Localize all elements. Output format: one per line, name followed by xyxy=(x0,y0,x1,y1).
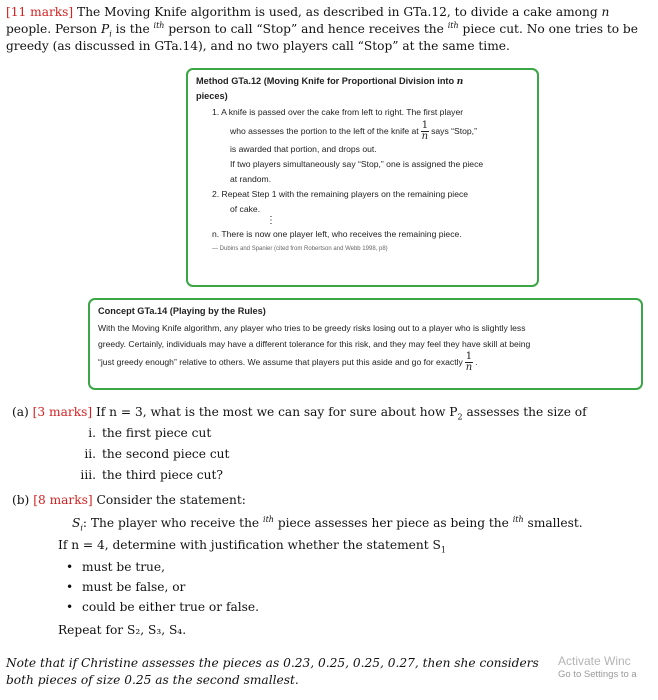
part-b: (b) [8 marks] Consider the statement: $S_i$: The player who receive the $^{ith}$ piece assesses her piece as being the $^{ith}$ smallest. If n = 4, determine with justification whether the statement $S_1$ • must be true, • must be false, or • could be either true or false. Repeat for S₂, S₃, S₄. xyxy=(12,492,652,639)
statement-si: $S_i$: The player who receive the $^{ith}$ piece assesses her piece as being the $^{ith}$ smallest. xyxy=(72,514,583,533)
method-step-n: n. There is now one player left, who receives the remaining piece. xyxy=(212,229,462,239)
part-b-marks: [8 marks] xyxy=(33,493,93,507)
fraction-one-over-n: $\frac{1}{n}$ xyxy=(421,120,429,142)
list-item: • must be true, xyxy=(66,560,165,574)
footnote: Note that if Christine assesses the pieces as 0.23, 0.25, 0.25, 0.27, then she considers both pieces of size 0.25 as the second smallest. xyxy=(6,656,539,687)
part-b-label: (b) xyxy=(12,493,30,507)
part-a: (a) [3 marks] If n = 3, what is the most we can say for sure about how $P_2$ assesses the size of i. the first piece cut ii. the second piece cut iii. the third piece cut? xyxy=(12,404,652,484)
method-attribution: — Dubins and Spanier (cited from Robertson and Webb 1998, p8) xyxy=(212,246,388,252)
list-item: iii. the third piece cut? xyxy=(80,468,223,482)
activation-watermark: Activate Winc Go to Settings to a xyxy=(558,654,637,680)
concept-title: Concept GTa.14 (Playing by the Rules) xyxy=(98,306,266,316)
question-intro: [11 marks] The Moving Knife algorithm is used, as described in GTa.12, to divide a cake among n people. Person $P_i$ is the $^{ith}$ person to call “Stop” and hence receives the $^{ith}$ piece cut. No one tries to be greedy (as discussed in GTa.14), and no two players call “Stop” at the same time. xyxy=(6,5,638,53)
part-a-marks: [3 marks] xyxy=(32,405,93,419)
fraction-one-over-n: $\frac{1}{n}$ xyxy=(465,351,473,373)
list-item: • must be false, or xyxy=(66,580,186,594)
list-item: ii. the second piece cut xyxy=(84,447,230,461)
method-title: Method GTa.12 (Moving Knife for Proportional Division into n pieces) xyxy=(196,76,464,101)
marks-label: [11 marks] xyxy=(6,5,74,19)
list-item: • could be either true or false. xyxy=(66,600,259,614)
concept-box: Concept GTa.14 (Playing by the Rules) With the Moving Knife algorithm, any player who tries to be greedy risks losing out to a player who is slightly less greedy. Certainly, individuals may have a different tolerance for this risk, and they may feel they have skill at being “just greedy enough” relative to others. We assume that players put this aside and go for exactly $\frac{1}{n}$ . xyxy=(88,298,643,390)
repeat-instruction: Repeat for S₂, S₃, S₄. xyxy=(58,623,187,637)
part-a-label: (a) xyxy=(12,405,29,419)
method-step-1: 1. A knife is passed over the cake from left to right. The first player xyxy=(212,107,464,117)
method-box: Method GTa.12 (Moving Knife for Proportional Division into n pieces) 1. A knife is passed over the cake from left to right. The first player who assesses the portion to the left of the knife at $\frac{1}{n}$ says “Stop,” is awarded that portion, and drops out. If two players simultaneously say “Stop,” one is assigned the piece at random. 2. Repeat Step 1 with the remaining players on the remaining piece of cake. ⋮ n. There is now one player left, who receives the remaining piece. — Dubins and Spanier (cited from Robertson and Webb 1998, p8) xyxy=(186,68,539,287)
method-step-2: 2. Repeat Step 1 with the remaining players on the remaining piece xyxy=(212,189,469,199)
vertical-ellipsis: ⋮ xyxy=(266,215,276,226)
list-item: i. the first piece cut xyxy=(88,426,212,440)
